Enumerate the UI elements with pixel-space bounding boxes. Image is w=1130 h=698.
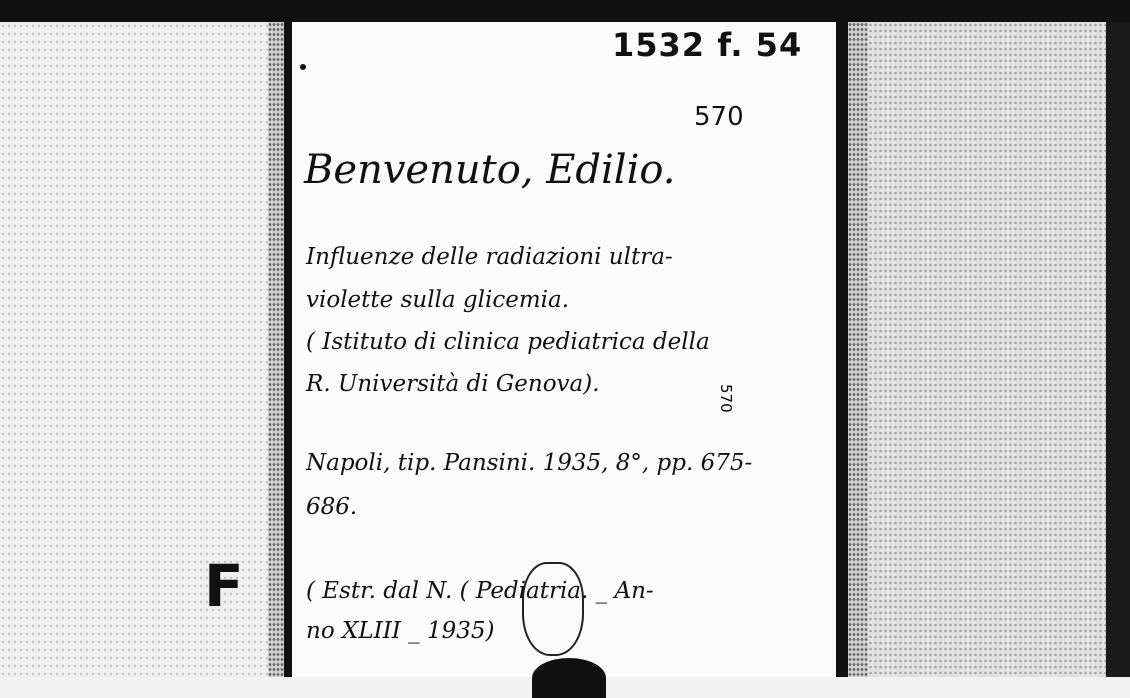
ink-blot — [532, 658, 606, 698]
punch-dot — [300, 64, 306, 70]
right-binding-strip — [848, 22, 868, 677]
vertical-number: 570 — [717, 384, 735, 413]
title-line: violette sulla glicemia. — [306, 287, 570, 313]
author-heading: Benvenuto, Edilio. — [304, 147, 676, 193]
scan-right-edge — [1106, 22, 1130, 677]
source-line: no XLIII _ 1935) — [306, 618, 495, 644]
secondary-number: 570 — [694, 102, 744, 132]
imprint-line: 686. — [306, 494, 358, 520]
catalog-card — [292, 22, 836, 677]
imprint-line: Napoli, tip. Pansini. 1935, 8°, pp. 675- — [306, 450, 753, 476]
title-line: Influenze delle radiazioni ultra- — [306, 244, 673, 270]
call-number: 1532 f. 54 — [612, 26, 803, 64]
right-margin — [868, 22, 1108, 677]
card-right-edge — [836, 18, 848, 677]
institution-line: R. Università di Genova). — [306, 371, 600, 397]
stamp-outline — [522, 562, 584, 656]
source-line: ( Estr. dal N. ( Pediatria. _ An- — [306, 578, 654, 604]
card-left-edge — [284, 18, 292, 677]
institution-line: ( Istituto di clinica pediatrica della — [306, 329, 710, 355]
left-binding-strip — [268, 22, 284, 677]
scan-top-edge — [0, 0, 1130, 22]
margin-letter: F — [204, 552, 244, 620]
